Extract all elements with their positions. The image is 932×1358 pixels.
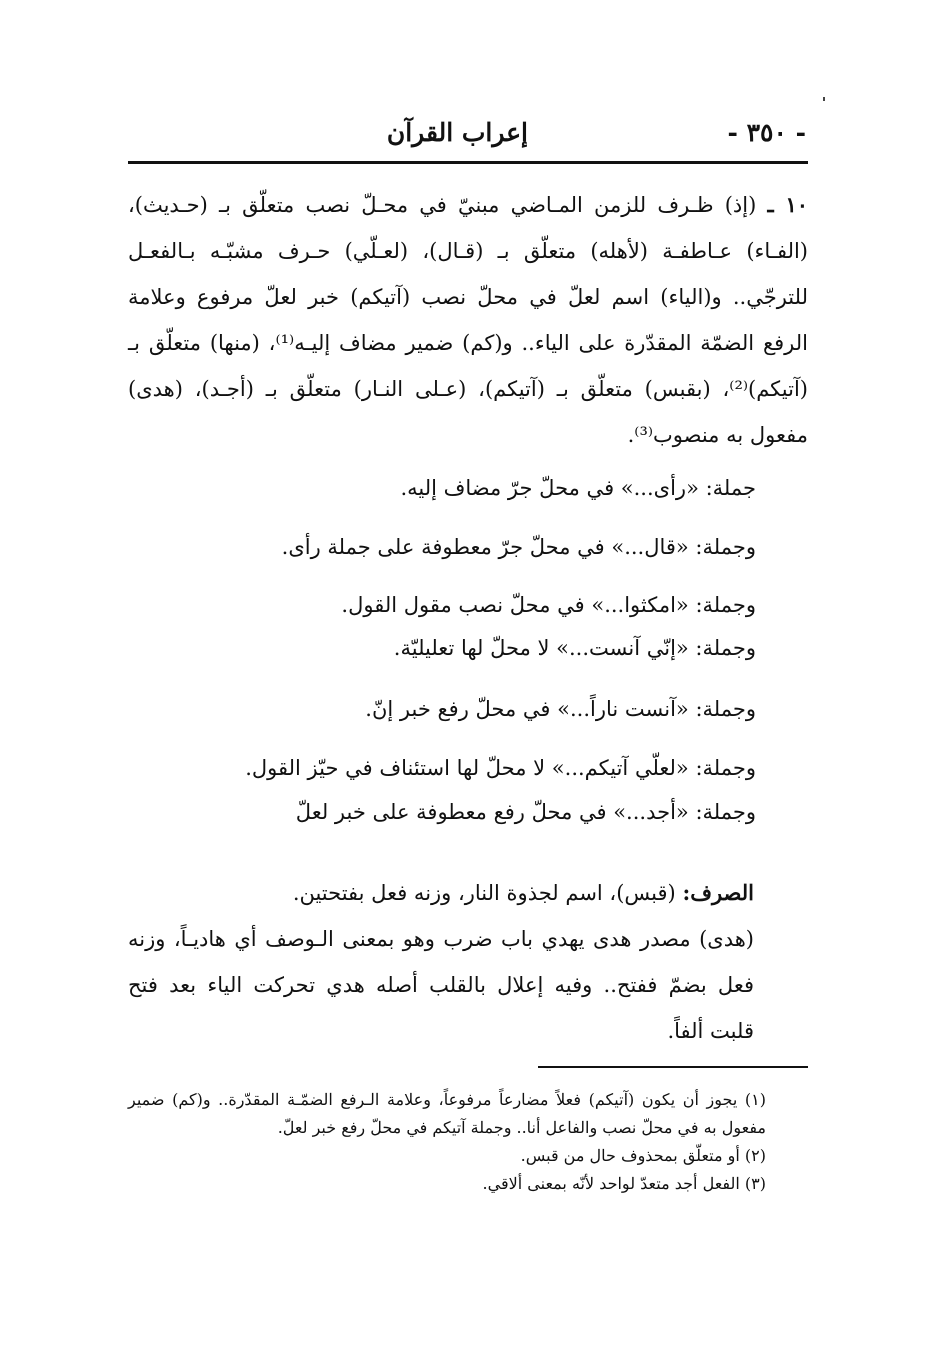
sarf-line: (قبس)، اسم لجذوة النار، وزنه فعل بفتحتين.	[292, 881, 676, 905]
footnote-rule	[538, 1066, 808, 1068]
footnotes	[128, 1086, 808, 1198]
paragraph-number: ١٠ ـ	[767, 192, 808, 217]
sentence-line: وجملة: «امكثوا...» في محلّ نصب مقول القول.	[341, 593, 756, 617]
sentence-line: وجملة: «أجد...» في محلّ رفع معطوفة على خبر لعلّ	[295, 800, 756, 824]
sentence-line: وجملة: «قال...» في محلّ جرّ معطوفة على جملة رأى.	[281, 535, 756, 559]
sentence-line: وجملة: «إنّي آنست...» لا محلّ لها تعليليّة.	[393, 636, 756, 660]
sarf-paragraph: (هدى) مصدر هدى يهدي باب ضرب وهو بمعنى الـوصف أي هاديـاً، وزنه فعل بضمّ ففتح.. وفيه إعلال بالقلب أصله هدي تحركت الياء بعد فتح قلبت ألفاً.	[128, 927, 754, 1043]
footnote-2: (٢) أو متعلّق بمحذوف حال من قبس.	[520, 1146, 766, 1165]
sarf-label: الصرف:	[682, 880, 754, 905]
footnote-3: (٣) الفعل أجد متعدّ لواحد لأنّه بمعنى ألاقي.	[482, 1174, 766, 1193]
sentence-line: جملة: «رأى...» في محلّ جرّ مضاف إليه.	[400, 476, 756, 500]
footnote-1: (١) يجوز أن يكون (آتيكم) فعلاً مضارعاً مرفوعاً، وعلامة الـرفع الضمّـة المقدّرة.. و(كم) ضمير مفعول به في محلّ نصب والفاعل أنا.. وجملة آتيكم في محلّ رفع خبر لعلّ.	[128, 1090, 766, 1137]
sarf-section	[128, 870, 808, 1054]
header-rule	[128, 161, 808, 164]
sentence-line: وجملة: «آنست ناراً...» في محلّ رفع خبر إنّ.	[365, 697, 756, 721]
running-title: إعراب القرآن	[386, 118, 528, 147]
paragraph-text: (إذ) ظـرف للزمن المـاضي مبنيّ في محـلّ نصب متعلّق بـ (حـديث)، (الفـاء) عـاطفـة (لأهله) متعلّق بـ (قـال)، (لعـلّي) حـرف مشبّـه بـالفعـل للترجّي.. و(الياء) اسم لعلّ في محلّ نصب (آتيكم) خبر لعلّ مرفوع وعلامة الرفع الضمّة المقدّرة على الياء.. و(كم) ضمير مضاف إليـه⁽¹⁾، (منها) متعلّق بـ (آتيكم)⁽²⁾، (بقبس) متعلّق بـ (آتيكم)، (عـلى النـار) متعلّق بـ (أجـد)، (هدى) مفعول به منصوب⁽³⁾.	[128, 193, 808, 447]
scan-speck	[823, 97, 825, 101]
paragraph-irab	[128, 182, 808, 458]
page-number: - ٣٥٠ -	[727, 118, 806, 147]
page-header	[130, 112, 806, 156]
sentence-line: وجملة: «لعلّي آتيكم...» لا محلّ لها استئناف في حيّز القول.	[245, 756, 756, 780]
